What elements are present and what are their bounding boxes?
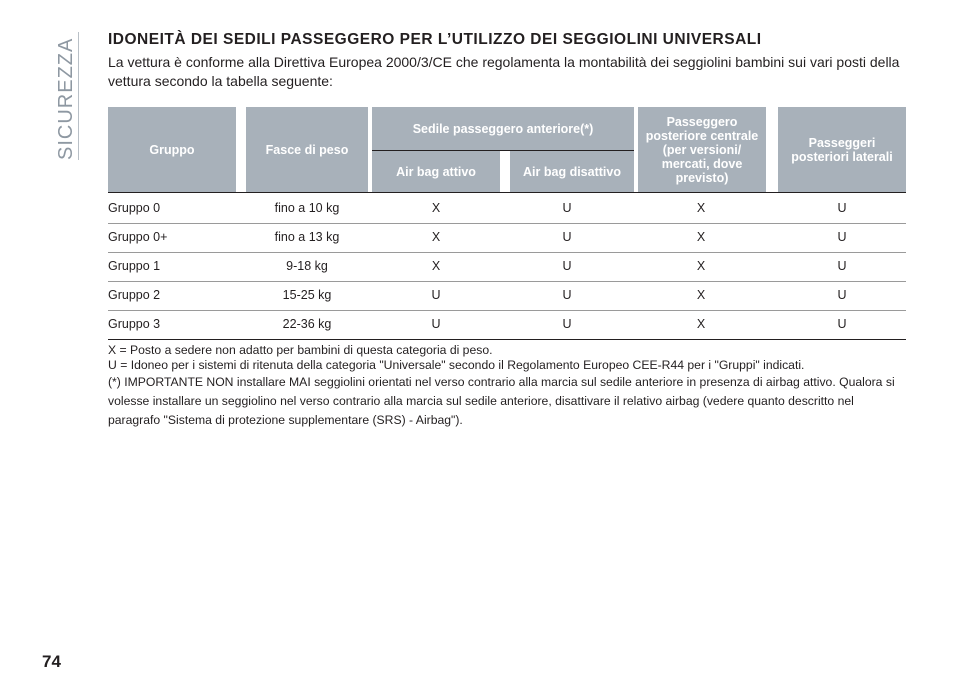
cell-group: Gruppo 0+ — [108, 230, 168, 244]
header-airbag-off: Air bag disattivo — [510, 151, 634, 192]
cell-airbag-off: U — [562, 317, 572, 331]
header-weight: Fasce di peso — [246, 107, 368, 192]
cell-rear-center: X — [696, 259, 706, 273]
cell-airbag-on: U — [431, 317, 441, 331]
cell-weight: 15-25 kg — [282, 288, 332, 302]
cell-rear-side: U — [837, 259, 847, 273]
note-u-legend: U = Idoneo per i sistemi di ritenuta della categoria "Universale" secondo il Regolamento Europeo CEE-R44 per i "Gruppi" indicati. — [108, 358, 805, 372]
cell-airbag-on: X — [431, 230, 441, 244]
table-row — [108, 252, 906, 281]
header-rear-center: Passeggero posteriore centrale (per versioni/ mercati, dove previsto) — [638, 107, 766, 192]
cell-rear-side: U — [837, 230, 847, 244]
cell-airbag-off: U — [562, 230, 572, 244]
cell-weight: 9-18 kg — [286, 259, 328, 273]
table-row — [108, 310, 906, 339]
header-airbag-on: Air bag attivo — [372, 151, 500, 192]
cell-rear-center: X — [696, 201, 706, 215]
cell-rear-center: X — [696, 317, 706, 331]
note-important: (*) IMPORTANTE NON installare MAI seggiolini orientati nel verso contrario alla marcia sul sedile anteriore in presenza di airbag attivo. Qualora si volesse installare un seggiolino nel verso contrario alla marcia sul sedile anteriore, disattivare il relativo airbag (vedere quanto descritto nel paragrafo "Sistema di protezione supplementare (SRS) - Airbag"). — [108, 375, 895, 427]
table-notes — [108, 343, 908, 430]
cell-airbag-off: U — [562, 201, 572, 215]
cell-group: Gruppo 3 — [108, 317, 161, 331]
cell-rear-side: U — [837, 201, 847, 215]
cell-airbag-off: U — [562, 259, 572, 273]
section-label: SICUREZZA — [55, 37, 77, 160]
cell-weight: 22-36 kg — [282, 317, 332, 331]
cell-group: Gruppo 2 — [108, 288, 161, 302]
cell-airbag-on: X — [431, 201, 441, 215]
table-row — [108, 223, 906, 252]
cell-group: Gruppo 1 — [108, 259, 161, 273]
table-row — [108, 194, 906, 223]
cell-rear-center: X — [696, 288, 706, 302]
cell-weight: fino a 10 kg — [274, 201, 340, 215]
cell-weight: fino a 13 kg — [274, 230, 340, 244]
cell-group: Gruppo 0 — [108, 201, 161, 215]
header-front-seat: Sedile passeggero anteriore(*) — [372, 107, 634, 150]
cell-rear-center: X — [696, 230, 706, 244]
header-group: Gruppo — [108, 107, 236, 192]
page-title: IDONEITÀ DEI SEDILI PASSEGGERO PER L’UTILIZZO DEI SEGGIOLINI UNIVERSALI — [108, 31, 762, 48]
cell-rear-side: U — [837, 288, 847, 302]
cell-rear-side: U — [837, 317, 847, 331]
page-number: 74 — [42, 652, 61, 671]
header-rear-side: Passeggeri posteriori laterali — [778, 107, 906, 192]
table-row — [108, 281, 906, 310]
cell-airbag-on: X — [431, 259, 441, 273]
table-rule — [108, 192, 906, 193]
intro-paragraph: La vettura è conforme alla Direttiva Europea 2000/3/CE che regolamenta la montabilità dei seggiolini bambini sui vari posti della vettura secondo la tabella seguente: — [108, 54, 900, 89]
cell-airbag-off: U — [562, 288, 572, 302]
note-x-legend: X = Posto a sedere non adatto per bambini di questa categoria di peso. — [108, 343, 493, 357]
table-bottom-rule — [108, 339, 906, 340]
cell-airbag-on: U — [431, 288, 441, 302]
